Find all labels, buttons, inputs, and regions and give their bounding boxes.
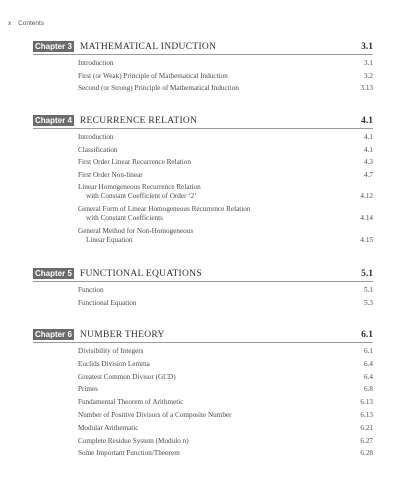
toc-entry[interactable] xyxy=(78,205,373,223)
toc-entry-page: 5.3 xyxy=(364,298,373,307)
toc-entry[interactable] xyxy=(78,158,373,167)
toc-entries xyxy=(78,347,373,458)
toc-entry-page: 3.13 xyxy=(360,84,373,93)
header-page-number: x xyxy=(8,20,12,27)
toc-entry[interactable] xyxy=(78,286,373,295)
toc-entry[interactable] xyxy=(78,227,373,245)
toc-entries xyxy=(78,133,373,245)
toc-entry-page: 6.13 xyxy=(360,398,373,407)
toc-entry-title: Function xyxy=(78,286,104,294)
toc-entry[interactable] xyxy=(78,299,373,308)
toc-entry-title xyxy=(78,205,343,223)
toc-entry-title: First (or Weak) Principle of Mathematical Induction xyxy=(78,71,228,80)
toc-entry-page: 4.12 xyxy=(360,192,373,201)
toc-entry[interactable] xyxy=(78,424,373,433)
header-title: Contents xyxy=(18,20,45,27)
toc-entry-line-1: General Form of Linear Homogeneous Recurrence Relation xyxy=(78,204,251,213)
toc-entry-title: Introduction xyxy=(78,59,114,67)
chapter-page: 4.1 xyxy=(361,115,373,126)
toc-entry-page: 4.14 xyxy=(360,213,373,222)
chapter-4-section xyxy=(33,115,373,248)
toc-entry[interactable] xyxy=(78,347,373,356)
toc-entry-title: Some Important Function/Theorem xyxy=(78,449,180,458)
chapter-badge: Chapter 6 xyxy=(35,330,72,339)
toc-entry[interactable] xyxy=(78,385,373,394)
toc-entry-line-2: Linear Equation xyxy=(86,235,133,244)
toc-entry-title: Functional Equation xyxy=(78,298,137,307)
toc-entry-page: 3.2 xyxy=(364,71,373,80)
toc-entry-line-1: Linear Homogeneous Recurrence Relation xyxy=(78,183,201,192)
toc-entry-page: 6.4 xyxy=(364,359,373,368)
toc-entry-page: 6.1 xyxy=(364,347,373,355)
toc-entry-page: 6.4 xyxy=(364,372,373,381)
toc-entry[interactable] xyxy=(78,59,373,68)
toc-entry[interactable] xyxy=(78,146,373,155)
chapter-page: 5.1 xyxy=(361,268,373,279)
chapter-title: MATHEMATICAL INDUCTION xyxy=(79,41,217,52)
chapter-heading[interactable] xyxy=(33,329,373,343)
toc-entry-title: Greatest Common Divisor (GCD) xyxy=(78,372,176,381)
chapter-6-section xyxy=(33,329,373,462)
toc-entry-page: 6.21 xyxy=(360,423,373,432)
toc-entry-title: First Order Linear Recurrence Relation xyxy=(78,158,191,167)
toc-entry-page: 5.1 xyxy=(364,286,373,294)
chapter-badge: Chapter 5 xyxy=(35,269,72,278)
chapter-heading[interactable] xyxy=(33,115,373,129)
toc-entry-title: First Order Non-linear xyxy=(78,170,143,179)
toc-entry-page: 4.3 xyxy=(364,158,373,167)
toc-entry-page: 4.1 xyxy=(364,145,373,154)
toc-entries xyxy=(78,286,373,308)
toc-entry-title: Classification xyxy=(78,145,118,154)
toc-entry-title: Second (or Strong) Principle of Mathematical Induction xyxy=(78,84,239,93)
toc-entry[interactable] xyxy=(78,360,373,369)
toc-entry[interactable] xyxy=(78,449,373,458)
toc-entry-title xyxy=(78,227,343,245)
toc-entry-title: Fundamental Theorem of Arithmetic xyxy=(78,398,184,407)
toc-entry-line-2: with Constant Coefficients xyxy=(86,213,163,222)
toc-entries xyxy=(78,59,373,93)
chapter-badge: Chapter 4 xyxy=(35,116,72,125)
toc-entry-title: Modular Arithematic xyxy=(78,423,139,432)
toc-entry-page: 3.1 xyxy=(364,59,373,67)
toc-entry[interactable] xyxy=(78,133,373,142)
toc-entry-page: 4.15 xyxy=(360,235,373,244)
chapter-heading[interactable] xyxy=(33,268,373,282)
chapter-5-section xyxy=(33,268,373,311)
toc-entry-page: 4.1 xyxy=(364,133,373,141)
toc-entry[interactable] xyxy=(78,84,373,93)
chapter-page: 3.1 xyxy=(361,41,373,52)
toc-entry[interactable] xyxy=(78,437,373,446)
toc-entry[interactable] xyxy=(78,373,373,382)
chapter-page: 6.1 xyxy=(361,329,373,340)
running-header xyxy=(8,20,44,27)
toc-entry-title: Introduction xyxy=(78,133,114,141)
toc-entry-page: 4.7 xyxy=(364,170,373,179)
toc-entry-title: Complete Residue System (Modulo n) xyxy=(78,436,189,445)
toc-entry-title: Euclids Division Lemma xyxy=(78,359,150,368)
toc-entry-page: 6.13 xyxy=(360,410,373,419)
toc-entry[interactable] xyxy=(78,72,373,81)
toc-entry-title: Divisibility of Integers xyxy=(78,347,144,355)
toc-entry[interactable] xyxy=(78,171,373,180)
chapter-heading[interactable] xyxy=(33,41,373,55)
chapter-3-section xyxy=(33,41,373,97)
chapter-badge: Chapter 3 xyxy=(35,42,72,51)
toc-entry[interactable] xyxy=(78,398,373,407)
chapter-title: RECURRENCE RELATION xyxy=(79,115,198,126)
toc-entry[interactable] xyxy=(78,183,373,201)
chapter-title: FUNCTIONAL EQUATIONS xyxy=(79,268,202,279)
toc-entry-page: 6.28 xyxy=(360,449,373,458)
toc-entry-page: 6.8 xyxy=(364,385,373,394)
toc-entry-line-1: General Method for Non-Homogeneous xyxy=(78,226,194,235)
toc-entry-title: Number of Positive Divisors of a Composite Number xyxy=(78,410,232,419)
toc-entry-page: 6.27 xyxy=(360,436,373,445)
chapter-title: NUMBER THEORY xyxy=(79,329,165,340)
toc-entry[interactable] xyxy=(78,411,373,420)
toc-entry-line-2: with Constant Coefficient of Order ‘2’ xyxy=(86,192,197,201)
toc-entry-title xyxy=(78,183,343,201)
toc-entry-title: Primes xyxy=(78,385,98,394)
